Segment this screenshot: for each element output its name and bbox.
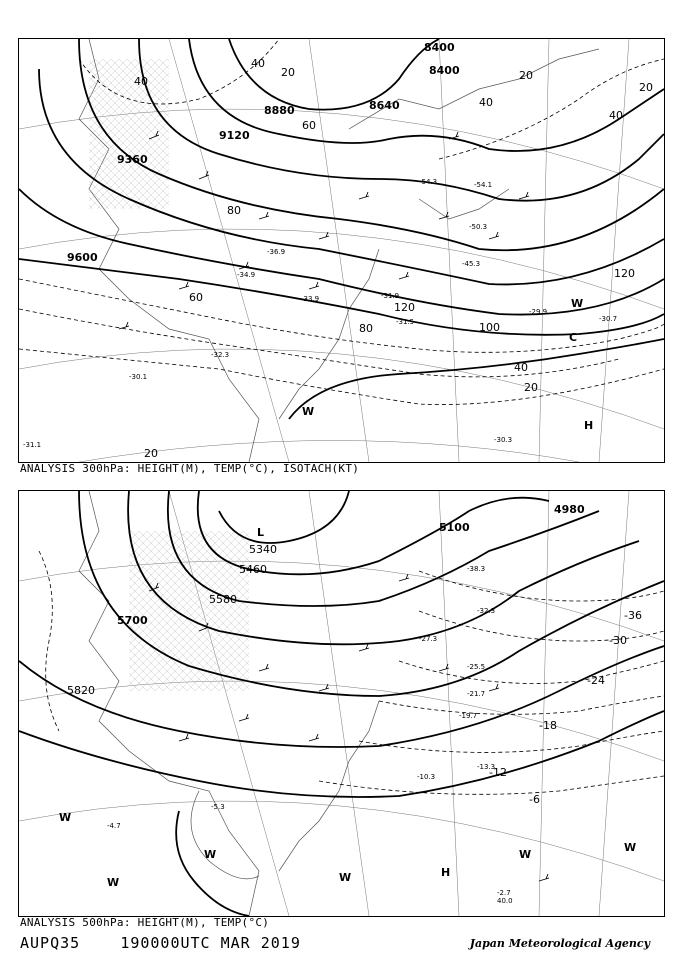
station-temp: -31.1 [23,441,42,449]
map-500hpa-svg [19,491,664,916]
station-temp: -30.1 [129,373,148,381]
temp-label: -18 [539,719,557,732]
height-label: 8880 [264,104,295,117]
height-label: 8400 [429,64,460,77]
station-temp: -34.9 [237,271,256,279]
shade-500 [129,531,249,691]
chart-code: AUPQ35 [20,934,81,952]
height-label: 8640 [369,99,400,112]
isotach-label: 20 [519,69,533,82]
temp-label: -24 [587,674,605,687]
chart-code-datetime [20,934,301,952]
temp-label: -30 [609,634,627,647]
station-temp: -13.3 [477,763,496,771]
warm-symbol: W [339,871,352,884]
station-temp: -54.1 [474,181,493,189]
height-label: 4980 [554,503,585,516]
isotach-label: 120 [394,301,415,314]
warm-symbol: W [571,297,584,310]
station-temp: -50.3 [469,223,488,231]
station-temp: -54.3 [419,178,438,186]
isotach-label: 40 [479,96,493,109]
station-temp: -30.3 [494,436,513,444]
station-temp: -2.7 [497,889,511,897]
isotach-label: 120 [614,267,635,280]
isotach-label: 40 [134,75,148,88]
station-temp: 40.0 [497,897,513,905]
isotach-label: 40 [514,361,528,374]
station-temp: -21.7 [467,690,486,698]
station-temp: -4.7 [107,822,121,830]
station-temp: -32.3 [477,607,496,615]
caption-500hpa: ANALYSIS 500hPa: HEIGHT(M), TEMP(°C) [20,916,270,929]
height-label: 9120 [219,129,250,142]
height-label: 5700 [117,614,148,627]
height-label: 5100 [439,521,470,534]
station-temp: -5.3 [211,803,225,811]
station-temp: -19.7 [459,712,478,720]
isotach-label: 40 [609,109,623,122]
height-label: 5820 [67,684,95,697]
isotach-label: 60 [302,119,316,132]
station-temp: -25.5 [467,663,486,671]
temp-label: -12 [489,766,507,779]
isotach-label: 100 [479,321,500,334]
isotach-label: 80 [359,322,373,335]
low-pressure-symbol: L [257,526,265,539]
station-temp: -10.3 [417,773,436,781]
station-temp: -27.3 [419,635,438,643]
high-pressure-symbol: H [584,419,594,432]
chart-datetime: 190000UTC MAR 2019 [120,934,301,952]
station-temp: -32.3 [211,351,230,359]
height-label: 8400 [424,41,455,54]
station-temp: -45.3 [462,260,481,268]
isotach-label: 20 [144,447,158,460]
temp-label: -36 [624,609,642,622]
station-temp: -29.9 [529,308,548,316]
station-temp: -31.5 [396,318,415,326]
isotach-label: 20 [281,66,295,79]
cold-symbol: C [569,331,578,344]
height-label: 5340 [249,543,277,556]
warm-symbol: W [302,405,315,418]
height-label: 5580 [209,593,237,606]
caption-300hpa: ANALYSIS 300hPa: HEIGHT(M), TEMP(°C), ISOTACH(KT) [20,462,360,475]
warm-symbol: W [59,811,72,824]
station-temp: -38.3 [467,565,486,573]
map-300hpa-svg [19,39,664,462]
warm-symbol: W [519,848,532,861]
isotach-label: 60 [189,291,203,304]
warm-symbol: W [624,841,637,854]
high-pressure-symbol: H [441,866,451,879]
graticule-500 [19,491,664,916]
height-label: 5460 [239,563,267,576]
isotach-label: 40 [251,57,265,70]
height-label: 9360 [117,153,148,166]
station-temp: -33.9 [301,295,320,303]
isotach-label: 80 [227,204,241,217]
warm-symbol: W [107,876,120,889]
height-label: 9600 [67,251,98,264]
agency-name: Japan Meteorological Agency [469,937,650,950]
southern-height-contour [289,339,664,419]
warm-symbol: W [204,848,217,861]
station-temp: -31.9 [381,292,400,300]
station-temp: -30.7 [599,315,618,323]
station-temp: -36.9 [267,248,286,256]
isotach-label: 20 [524,381,538,394]
temp-label: -6 [529,793,540,806]
map-panel-500hpa [18,490,665,917]
height-contours-500 [19,491,664,797]
map-panel-300hpa [18,38,665,463]
isotach-label: 20 [639,81,653,94]
